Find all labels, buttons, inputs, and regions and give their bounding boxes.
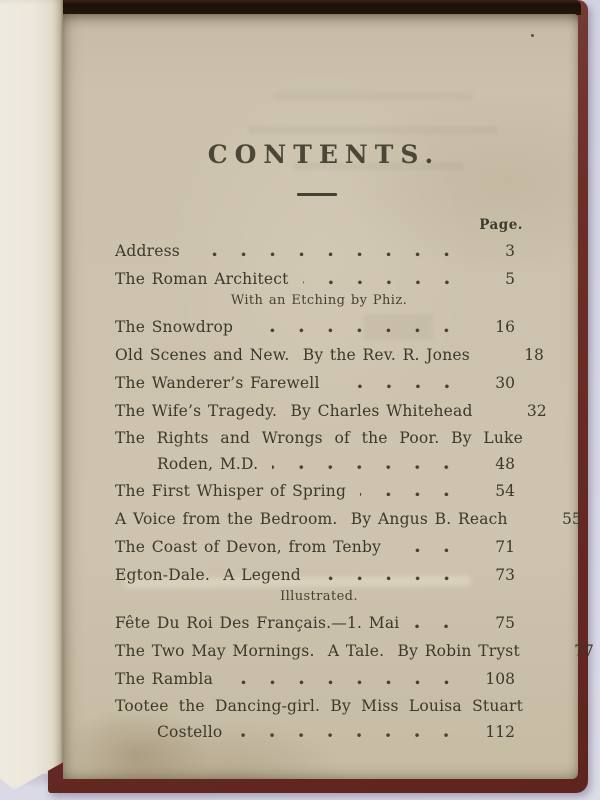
- toc-entry: [115, 341, 544, 369]
- dot-leader: [334, 369, 461, 397]
- page-number: 3: [505, 242, 515, 260]
- dot-leader: [227, 665, 461, 693]
- dot-leader: [522, 505, 528, 533]
- entry-title: Address: [115, 242, 180, 260]
- toc-line: [115, 609, 523, 637]
- toc-line: [115, 341, 544, 369]
- toc-entry: [115, 425, 523, 477]
- show-through-text: [248, 126, 498, 134]
- page-number: 5: [505, 270, 515, 288]
- entry-title-continuation: Roden, M.D.: [157, 455, 259, 473]
- show-through-text: [273, 92, 473, 100]
- entry-title: The Roman Architect: [115, 270, 289, 288]
- entry-note: Illustrated.: [280, 589, 358, 604]
- dot-leader: [360, 477, 461, 505]
- page-column-header: Page.: [479, 217, 523, 233]
- entry-title: The Rambla: [115, 670, 214, 688]
- toc-entry: [115, 369, 523, 397]
- entry-title: The Wanderer’s Farewell: [115, 374, 320, 392]
- entry-title: The Snowdrop: [115, 318, 234, 336]
- entry-title-continuation: Costello: [157, 723, 223, 741]
- toc-line: [115, 477, 523, 505]
- page-number: 112: [485, 723, 515, 741]
- toc-list: [63, 237, 594, 745]
- page-number: 75: [495, 614, 515, 632]
- toc-entry: [115, 505, 582, 533]
- page-number: 48: [495, 455, 515, 473]
- toc-entry: [115, 693, 523, 745]
- page-number: 16: [495, 318, 515, 336]
- dust-speck: [531, 34, 534, 37]
- page-number: 32: [526, 402, 547, 420]
- toc-entry: [115, 265, 523, 313]
- toc-entry: [115, 237, 523, 265]
- toc-line: [115, 397, 547, 425]
- toc-line: [115, 265, 523, 293]
- entry-title: The First Whisper of Spring: [115, 482, 347, 500]
- dot-leader: [272, 451, 461, 477]
- entry-title: A Voice from the Bedroom. By Angus B. Reach: [115, 510, 508, 528]
- dot-leader: [487, 397, 493, 425]
- toc-line: [115, 313, 523, 341]
- page-number: 18: [524, 346, 544, 364]
- contents-page: [63, 14, 594, 779]
- page-number: 54: [495, 482, 515, 500]
- toc-entry: [115, 397, 547, 425]
- entry-title: The Rights and Wrongs of the Poor. By Luke: [115, 429, 523, 447]
- toc-entry: [115, 313, 523, 341]
- page-number: 73: [495, 566, 515, 584]
- dot-leader: [236, 719, 461, 745]
- toc-line: [115, 425, 523, 451]
- page-title: CONTENTS.: [207, 140, 441, 169]
- toc-entry: [115, 477, 523, 505]
- entry-title: The Two May Mornings. A Tale. By Robin Tryst: [115, 642, 520, 660]
- toc-line: [115, 533, 523, 561]
- entry-title: Old Scenes and New. By the Rev. R. Jones: [115, 346, 470, 364]
- toc-line-continuation: [115, 451, 523, 477]
- page-number: 55: [562, 510, 582, 528]
- page-number: 71: [495, 538, 515, 556]
- entry-title: The Coast of Devon, from Tenby: [115, 538, 382, 556]
- dot-leader: [534, 637, 540, 665]
- toc-entry: [115, 609, 523, 637]
- toc-line: [115, 561, 523, 589]
- toc-line: [115, 237, 523, 265]
- page-number: 30: [495, 374, 515, 392]
- toc-line: [115, 665, 523, 693]
- dot-leader: [484, 341, 490, 369]
- entry-title: Fête Du Roi Des Français.—1. Mai: [115, 614, 400, 632]
- toc-line: [115, 505, 582, 533]
- entry-title: The Wife’s Tragedy. By Charles Whitehead: [115, 402, 473, 420]
- dot-leader: [315, 561, 461, 589]
- dot-leader: [247, 313, 461, 341]
- dot-leader: [395, 533, 461, 561]
- entry-title: Tootee the Dancing-girl. By Miss Louisa Stuart: [115, 697, 523, 715]
- book-gutter-shadow: [57, 0, 581, 15]
- toc-entry: [115, 665, 523, 693]
- dot-leader: [413, 609, 461, 637]
- entry-title: Egton-Dale. A Legend: [115, 566, 301, 584]
- page-number: 108: [485, 670, 515, 688]
- title-divider-rule: [297, 193, 337, 196]
- entry-note: With an Etching by Phiz.: [230, 293, 408, 308]
- facing-page-edge: [0, 0, 63, 790]
- page-number: 77: [574, 642, 594, 660]
- dot-leader: [194, 237, 461, 265]
- toc-line: [115, 693, 523, 719]
- toc-line: [115, 369, 523, 397]
- toc-entry: [115, 637, 594, 665]
- toc-line-continuation: [115, 719, 523, 745]
- dot-leader: [303, 265, 461, 293]
- toc-entry: [115, 533, 523, 561]
- toc-entry: [115, 561, 523, 609]
- toc-line: [115, 637, 594, 665]
